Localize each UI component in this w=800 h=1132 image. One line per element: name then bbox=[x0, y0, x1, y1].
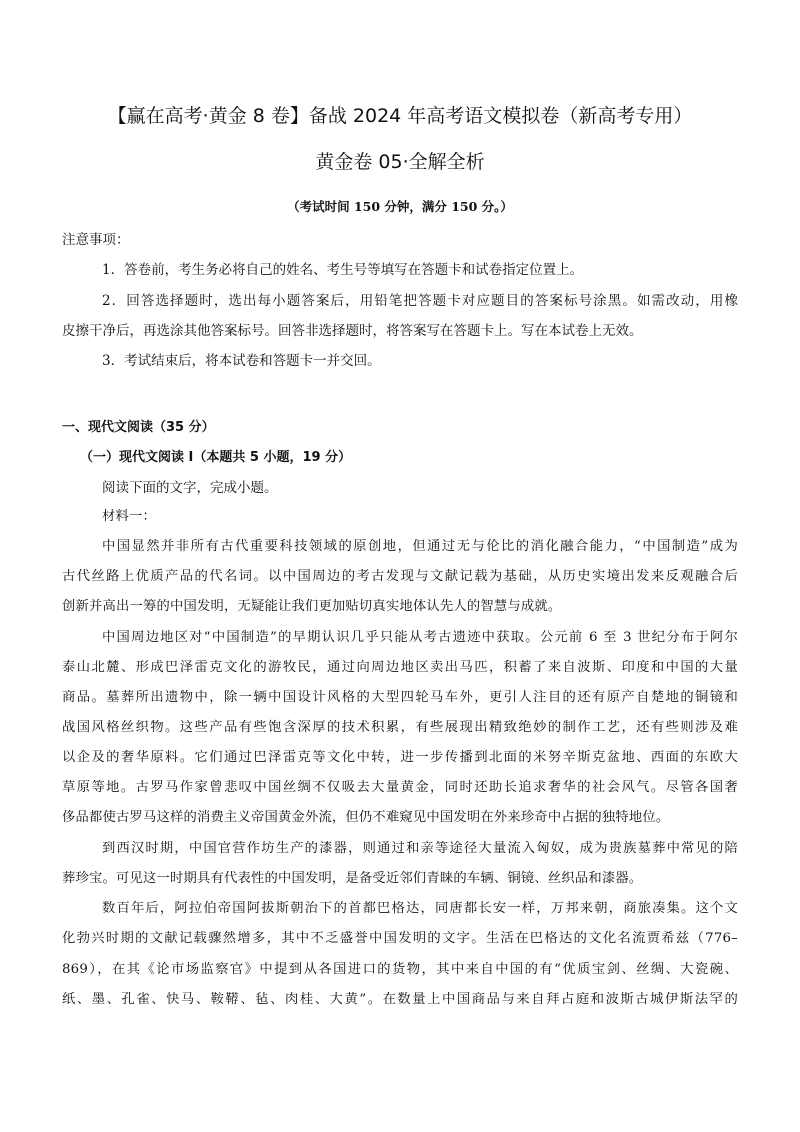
material-label: 材料一： bbox=[102, 509, 156, 524]
paragraph-2-line: 侈品都使古罗马这样的消费主义帝国黄金外流，但仍不难窥见中国发明在外来珍奇中占据的独特地位。 bbox=[62, 810, 670, 825]
paragraph-1-line: 创新并高出一筹的中国发明，无疑能让我们更加贴切真实地体认先人的智慧与成就。 bbox=[62, 599, 562, 614]
paragraph-2-line: 草原等地。古罗马作家曾悲叹中国丝绸不仅吸去大量黄金，同时还助长追求奢华的社会风气。尽管各国奢 bbox=[62, 780, 738, 795]
paragraph-4-line: 化勃兴时期的文献记载骤然增多，其中不乏盛誉中国发明的文字。生活在巴格达的文化名流贾希兹（776– bbox=[62, 931, 738, 946]
paragraph-2-line: 商品。墓葬所出遗物中，除一辆中国设计风格的大型四轮马车外，更引人注目的还有原产自楚地的铜镜和 bbox=[62, 690, 738, 705]
paragraph-1-line: 中国显然并非所有古代重要科技领域的原创地，但通过无与伦比的消化融合能力，“中国制造”成为 bbox=[102, 539, 738, 554]
paragraph-2-line: 中国周边地区对“中国制造”的早期认识几乎只能从考古遗迹中获取。公元前 6 至 3 世纪分布于阿尔 bbox=[102, 630, 738, 645]
exam-time-note: （考试时间 150 分钟，满分 150 分。） bbox=[287, 199, 513, 214]
paragraph-2-line: 以企及的奢华原料。它们通过巴泽雷克等文化中转，进一步传播到北面的米努辛斯克盆地、西面的东欧大 bbox=[62, 750, 738, 765]
paragraph-2-line: 战国风格丝织物。这些产品有些饱含深厚的技术积累，有些展现出精致绝妙的制作工艺，还有些则涉及难 bbox=[62, 720, 738, 735]
paragraph-1-line: 古代丝路上优质产品的代名词。以中国周边的考古发现与文献记载为基础，从历史实境出发来反观融合后 bbox=[62, 569, 738, 584]
paragraph-3-line: 到西汉时期，中国官营作坊生产的漆器，则通过和亲等途径大量流入匈奴，成为贵族墓葬中常见的陪 bbox=[102, 841, 738, 856]
notice-item-3: 3．考试结束后，将本试卷和答题卡一并交回。 bbox=[102, 353, 381, 369]
paragraph-3-line: 葬珍宝。可见这一时期具有代表性的中国发明，是备受近邻们青睐的车辆、铜镜、丝织品和漆器。 bbox=[62, 871, 643, 886]
document-subtitle: 黄金卷 05·全解全析 bbox=[315, 151, 485, 173]
section-heading: 一、现代文阅读（35 分） bbox=[62, 420, 215, 435]
notice-item-2-line-1: 2．回答选择题时，选出每小题答案后，用铅笔把答题卡对应题目的答案标号涂黑。如需改动，用橡 bbox=[102, 293, 738, 309]
paragraph-4-line: 869），在其《论市场监察官》中提到从各国进口的货物，其中来自中国的有“优质宝剑、丝绸、大瓷碗、 bbox=[62, 962, 738, 977]
reading-instruction: 阅读下面的文字，完成小题。 bbox=[102, 480, 278, 496]
paragraph-4-line: 数百年后，阿拉伯帝国阿拔斯朝治下的首都巴格达，同唐都长安一样，万邦来朝，商旅凑集。这个文 bbox=[102, 901, 738, 916]
notice-item-2-line-2: 皮擦干净后，再选涂其他答案标号。回答非选择题时，将答案写在答题卡上。写在本试卷上无效。 bbox=[62, 323, 643, 339]
subsection-heading: （一）现代文阅读 I（本题共 5 小题，19 分） bbox=[80, 450, 352, 465]
notice-heading: 注意事项： bbox=[62, 232, 130, 248]
notice-item-1: 1．答卷前，考生务必将自己的姓名、考生号等填写在答题卡和试卷指定位置上。 bbox=[102, 262, 584, 278]
paragraph-2-line: 泰山北麓、形成巴泽雷克文化的游牧民，通过向周边地区卖出马匹，积蓄了来自波斯、印度和中国的大量 bbox=[62, 660, 738, 675]
document-title: 【赢在高考·黄金 8 卷】备战 2024 年高考语文模拟卷（新高考专用） bbox=[107, 105, 693, 127]
paragraph-4-line: 纸、墨、孔雀、快马、鞍鞯、毡、肉桂、大黄”。在数量上中国商品与来自拜占庭和波斯古城伊斯法罕的 bbox=[62, 992, 738, 1007]
